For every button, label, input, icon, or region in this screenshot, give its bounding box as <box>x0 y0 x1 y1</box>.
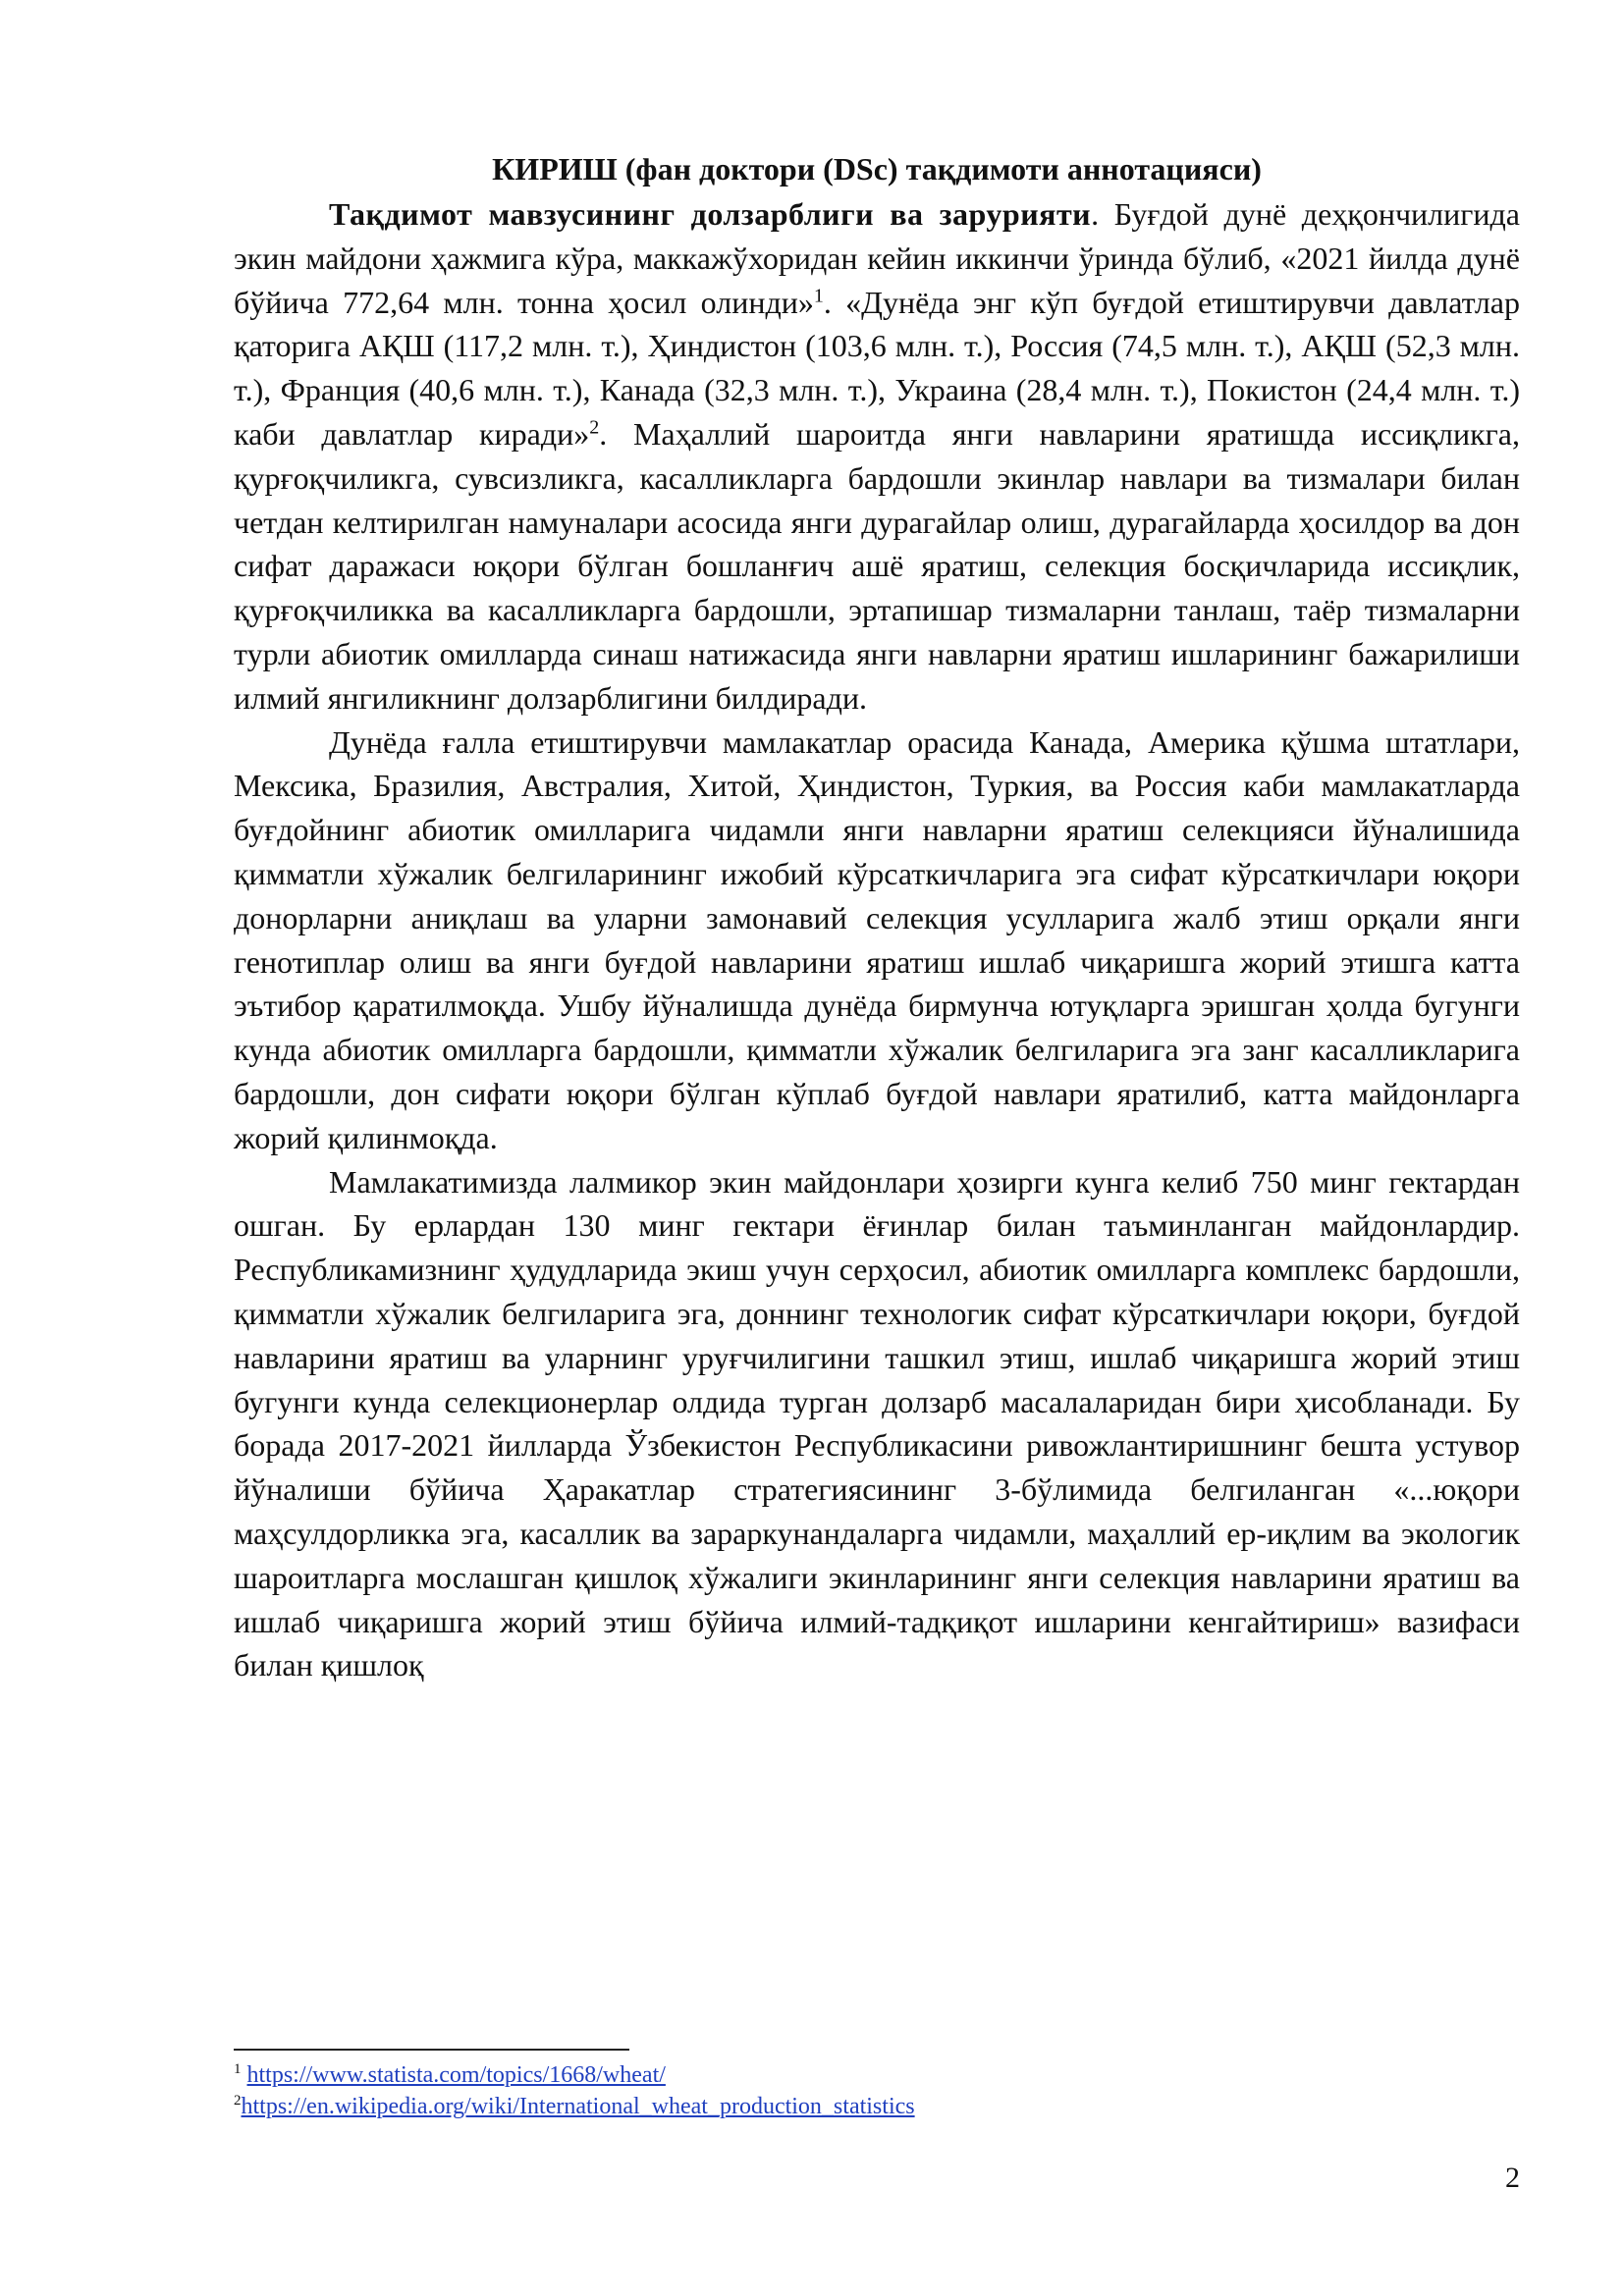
footnote-item <box>234 2091 1520 2122</box>
paragraph-text: . «Дунёда энг кўп буғдой етиштирувчи давлатлар қаторига АҚШ (117,2 млн. т.), Ҳиндистон (103,6 млн. т.), Россия (74,5 млн. т.), АҚШ (52,3 млн. т.), Франция (40,6 млн. т.), Канада (32,3 млн. т.), Украина (28,4 млн. т.), Покистон (24,4 млн. т.) каби давлатлар киради» <box>234 284 1521 452</box>
paragraph-text: . Маҳаллий шароитда янги навларини яратишда иссиқликга, қурғоқчиликга, сувсизликга, касалликларга бардошли экинлар навлари ва тизмалари билан четдан келтирилган намуналари асосида янги дурагайлар олиш, дурагайларда ҳосилдор ва дон сифат даражаси юқори бўлган бошланғич ашё яратиш, селекция босқичларида иссиқлик, қурғоқчиликка ва касалликларга бардошли, эртапишар тизмаларни танлаш, таёр тизмаларни турли абиотик омилларда синаш натижасида янги навларни яратиш ишларининг бажарилиши илмий янгиликнинг долзарблигини билдиради. <box>234 415 1521 716</box>
footnote-reference[interactable]: 1 <box>813 284 824 306</box>
paragraph-national-context: Мамлакатимизда лалмикор экин майдонлари ҳозирги кунга келиб 750 минг гектардан ошган. Бу ерлардан 130 минг гектари ёғинлар билан таъминланган майдонлардир. Республикамизнинг ҳудудларида экиш учун серҳосил, абиотик омилларга комплекс бардошли, қимматли хўжалик белгиларига эга, доннинг технологик сифат кўрсаткичлари юқори, буғдой навларини яратиш ва уларнинг уруғчилигини ташкил этиш, ишлаб чиқаришга жорий этиш бугунги кунда селекционерлар олдида турган долзарб масалаларидан бири ҳисобланади. Бу борада 2017-2021 йилларда Ўзбекистон Республикасини ривожлантиришнинг бешта устувор йўналиши бўйича Ҳаракатлар стратегиясининг 3-бўлимида белгиланган «...юқори маҳсулдорликка эга, касаллик ва зараркунандаларга чидамли, маҳаллий ер-иқлим ва экологик шароитларга мослашган қишлоқ хўжалиги экинларининг янги селекция навларини яратиш ва ишлаб чиқаришга жорий этиш бўйича илмий-тадқиқот ишларини кенгайтириш» вазифаси билан қишлоқ <box>234 1163 1520 1683</box>
footnote-item <box>234 2059 1520 2091</box>
footnote-link-statista[interactable]: https://www.statista.com/topics/1668/wheat/ <box>246 2062 666 2088</box>
paragraph-relevance <box>234 192 1520 721</box>
main-content <box>234 147 1520 1687</box>
footnote-mark: 2 <box>234 2093 242 2109</box>
footnotes <box>234 2059 1520 2122</box>
footnote-divider <box>234 2049 629 2051</box>
footnote-link-wikipedia[interactable]: https://en.wikipedia.org/wiki/International_wheat_production_statistics <box>241 2094 915 2119</box>
footnote-reference[interactable]: 2 <box>589 416 600 439</box>
section-heading: КИРИШ (фан доктори (DSc) тақдимоти аннотацияси) <box>492 151 1262 187</box>
paragraph-text: . Буғдой дунё деҳқончилигида экин майдони ҳажмига кўра, маккажўхоридан кейин иккинчи ўринда бўлиб, «2021 йилда дунё бўйича 772,64 млн. тонна ҳосил олинди» <box>234 196 1520 320</box>
footnote-mark: 1 <box>234 2061 242 2077</box>
paragraph-world-grain: Дунёда ғалла етиштирувчи мамлакатлар орасида Канада, Америка қўшма штатлари, Мексика, Бразилия, Австралия, Хитой, Ҳиндистон, Туркия, ва Россия каби мамлакатларда буғдойнинг абиотик омилларига чидамли янги навларни яратиш селекцияси йўналишида қимматли хўжалик белгиларининг ижобий кўрсаткичларига эга сифат кўрсаткичлари юқори донорларни аниқлаш ва уларни замонавий селекция усулларига жалб этиш орқали янги генотиплар олиш ва янги буғдой навларини яратиш ишлаб чиқаришга жорий этишга катта эътибор қаратилмоқда. Ушбу йўналишда дунёда бирмунча ютуқларга эришган ҳолда бугунги кунда абиотик омилларга бардошли, қимматли хўжалик белгиларига эга занг касалликларига бардошли, дон сифати юқори бўлган кўплаб буғдой навлари яратилиб, катта майдонларга жорий қилинмоқда. <box>234 723 1520 1155</box>
page-number: 2 <box>1505 2162 1520 2194</box>
paragraph-lead-title: Тақдимот мавзусининг долзарблиги ва зарурияти <box>329 196 1092 232</box>
